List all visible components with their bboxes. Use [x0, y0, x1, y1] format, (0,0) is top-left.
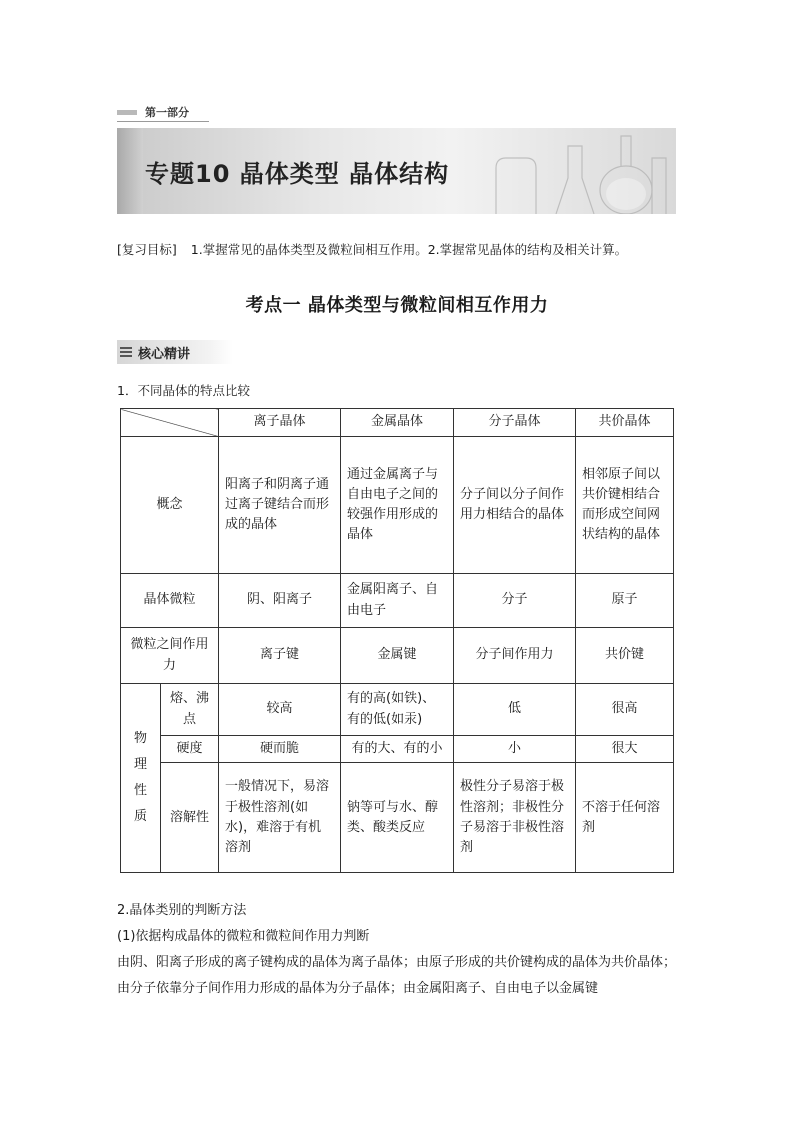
part-label-text: 第一部分: [145, 106, 189, 119]
row-label-hardness: 硬度: [161, 736, 219, 763]
table-cell: 硬而脆: [219, 736, 341, 763]
chapter-title: 专题10 晶体类型 晶体结构: [145, 160, 450, 188]
review-objectives: [117, 240, 697, 258]
table-cell: 钠等可与水、醇类、酸类反应: [341, 763, 454, 873]
row-group-physical: [121, 684, 161, 873]
table-cell: 分子: [454, 574, 576, 628]
row-label-melting: 熔、沸点: [161, 684, 219, 736]
part-label: [117, 103, 209, 122]
table-cell: 阴、阳离子: [219, 574, 341, 628]
part-label-bar: [117, 110, 137, 115]
table-cell: 很大: [576, 736, 674, 763]
crystal-comparison-table: [120, 408, 674, 873]
table-header-row: [121, 409, 674, 437]
table-cell: 分子间以分子间作用力相结合的晶体: [454, 437, 576, 574]
table-cell: 通过金属离子与自由电子之间的较强作用形成的晶体: [341, 437, 454, 574]
table-cell: 共价键: [576, 628, 674, 684]
table-row: [121, 628, 674, 684]
book-icon: [120, 347, 132, 358]
table-cell: 低: [454, 684, 576, 736]
section2-sub1: (1)依据构成晶体的微粒和微粒间作用力判断: [117, 929, 370, 944]
header-covalent: 共价晶体: [576, 409, 674, 437]
header-ionic: 离子晶体: [219, 409, 341, 437]
table-row: [121, 736, 674, 763]
table-row: [121, 437, 674, 574]
table-cell: 较高: [219, 684, 341, 736]
lab-glassware-illustration: [456, 128, 676, 214]
table-cell: 阳离子和阴离子通过离子键结合而形成的晶体: [219, 437, 341, 574]
table-row: [121, 763, 674, 873]
header-corner-cell: [121, 409, 219, 437]
core-section-tag: [117, 340, 233, 364]
table-cell: 相邻原子间以共价键相结合而形成空间网状结构的晶体: [576, 437, 674, 574]
table-cell: 金属键: [341, 628, 454, 684]
table-cell: 原子: [576, 574, 674, 628]
section2-title: 2.晶体类别的判断方法: [117, 903, 247, 918]
banner-shade: [117, 128, 143, 214]
row-label-force: 微粒之间作用力: [121, 628, 219, 684]
table-cell: 一般情况下，易溶于极性溶剂(如水)，难溶于有机溶剂: [219, 763, 341, 873]
physical-group-label: 物理性质: [133, 731, 147, 825]
kaodian-heading: 考点一 晶体类型与微粒间相互作用力: [245, 295, 549, 316]
review-label: [复习目标]: [117, 242, 177, 257]
chapter-banner: [117, 128, 676, 214]
row-label-concept: 概念: [121, 437, 219, 574]
table-cell: 有的大、有的小: [341, 736, 454, 763]
header-metallic: 金属晶体: [341, 409, 454, 437]
header-molecular: 分子晶体: [454, 409, 576, 437]
table-cell: 离子键: [219, 628, 341, 684]
table-row: [121, 574, 674, 628]
section1-title: 1．不同晶体的特点比较: [117, 383, 250, 398]
section2-paragraph: 由阴、阳离子形成的离子键构成的晶体为离子晶体；由原子形成的共价键构成的晶体为共价晶体；由分子依靠分子间作用力形成的晶体为分子晶体；由金属阳离子、自由电子以金属键: [117, 955, 677, 996]
table-cell: 极性分子易溶于极性溶剂；非极性分子易溶于非极性溶剂: [454, 763, 576, 873]
table-cell: 不溶于任何溶剂: [576, 763, 674, 873]
row-label-particle: 晶体微粒: [121, 574, 219, 628]
review-text: 1.掌握常见的晶体类型及微粒间相互作用。2.掌握常见晶体的结构及相关计算。: [190, 242, 628, 257]
table-cell: 分子间作用力: [454, 628, 576, 684]
row-label-solubility: 溶解性: [161, 763, 219, 873]
core-section-label: 核心精讲: [138, 346, 191, 362]
table-cell: 金属阳离子、自由电子: [341, 574, 454, 628]
table-row: [121, 684, 674, 736]
table-cell: 有的高(如铁)、有的低(如汞): [341, 684, 454, 736]
table-cell: 很高: [576, 684, 674, 736]
table-cell: 小: [454, 736, 576, 763]
